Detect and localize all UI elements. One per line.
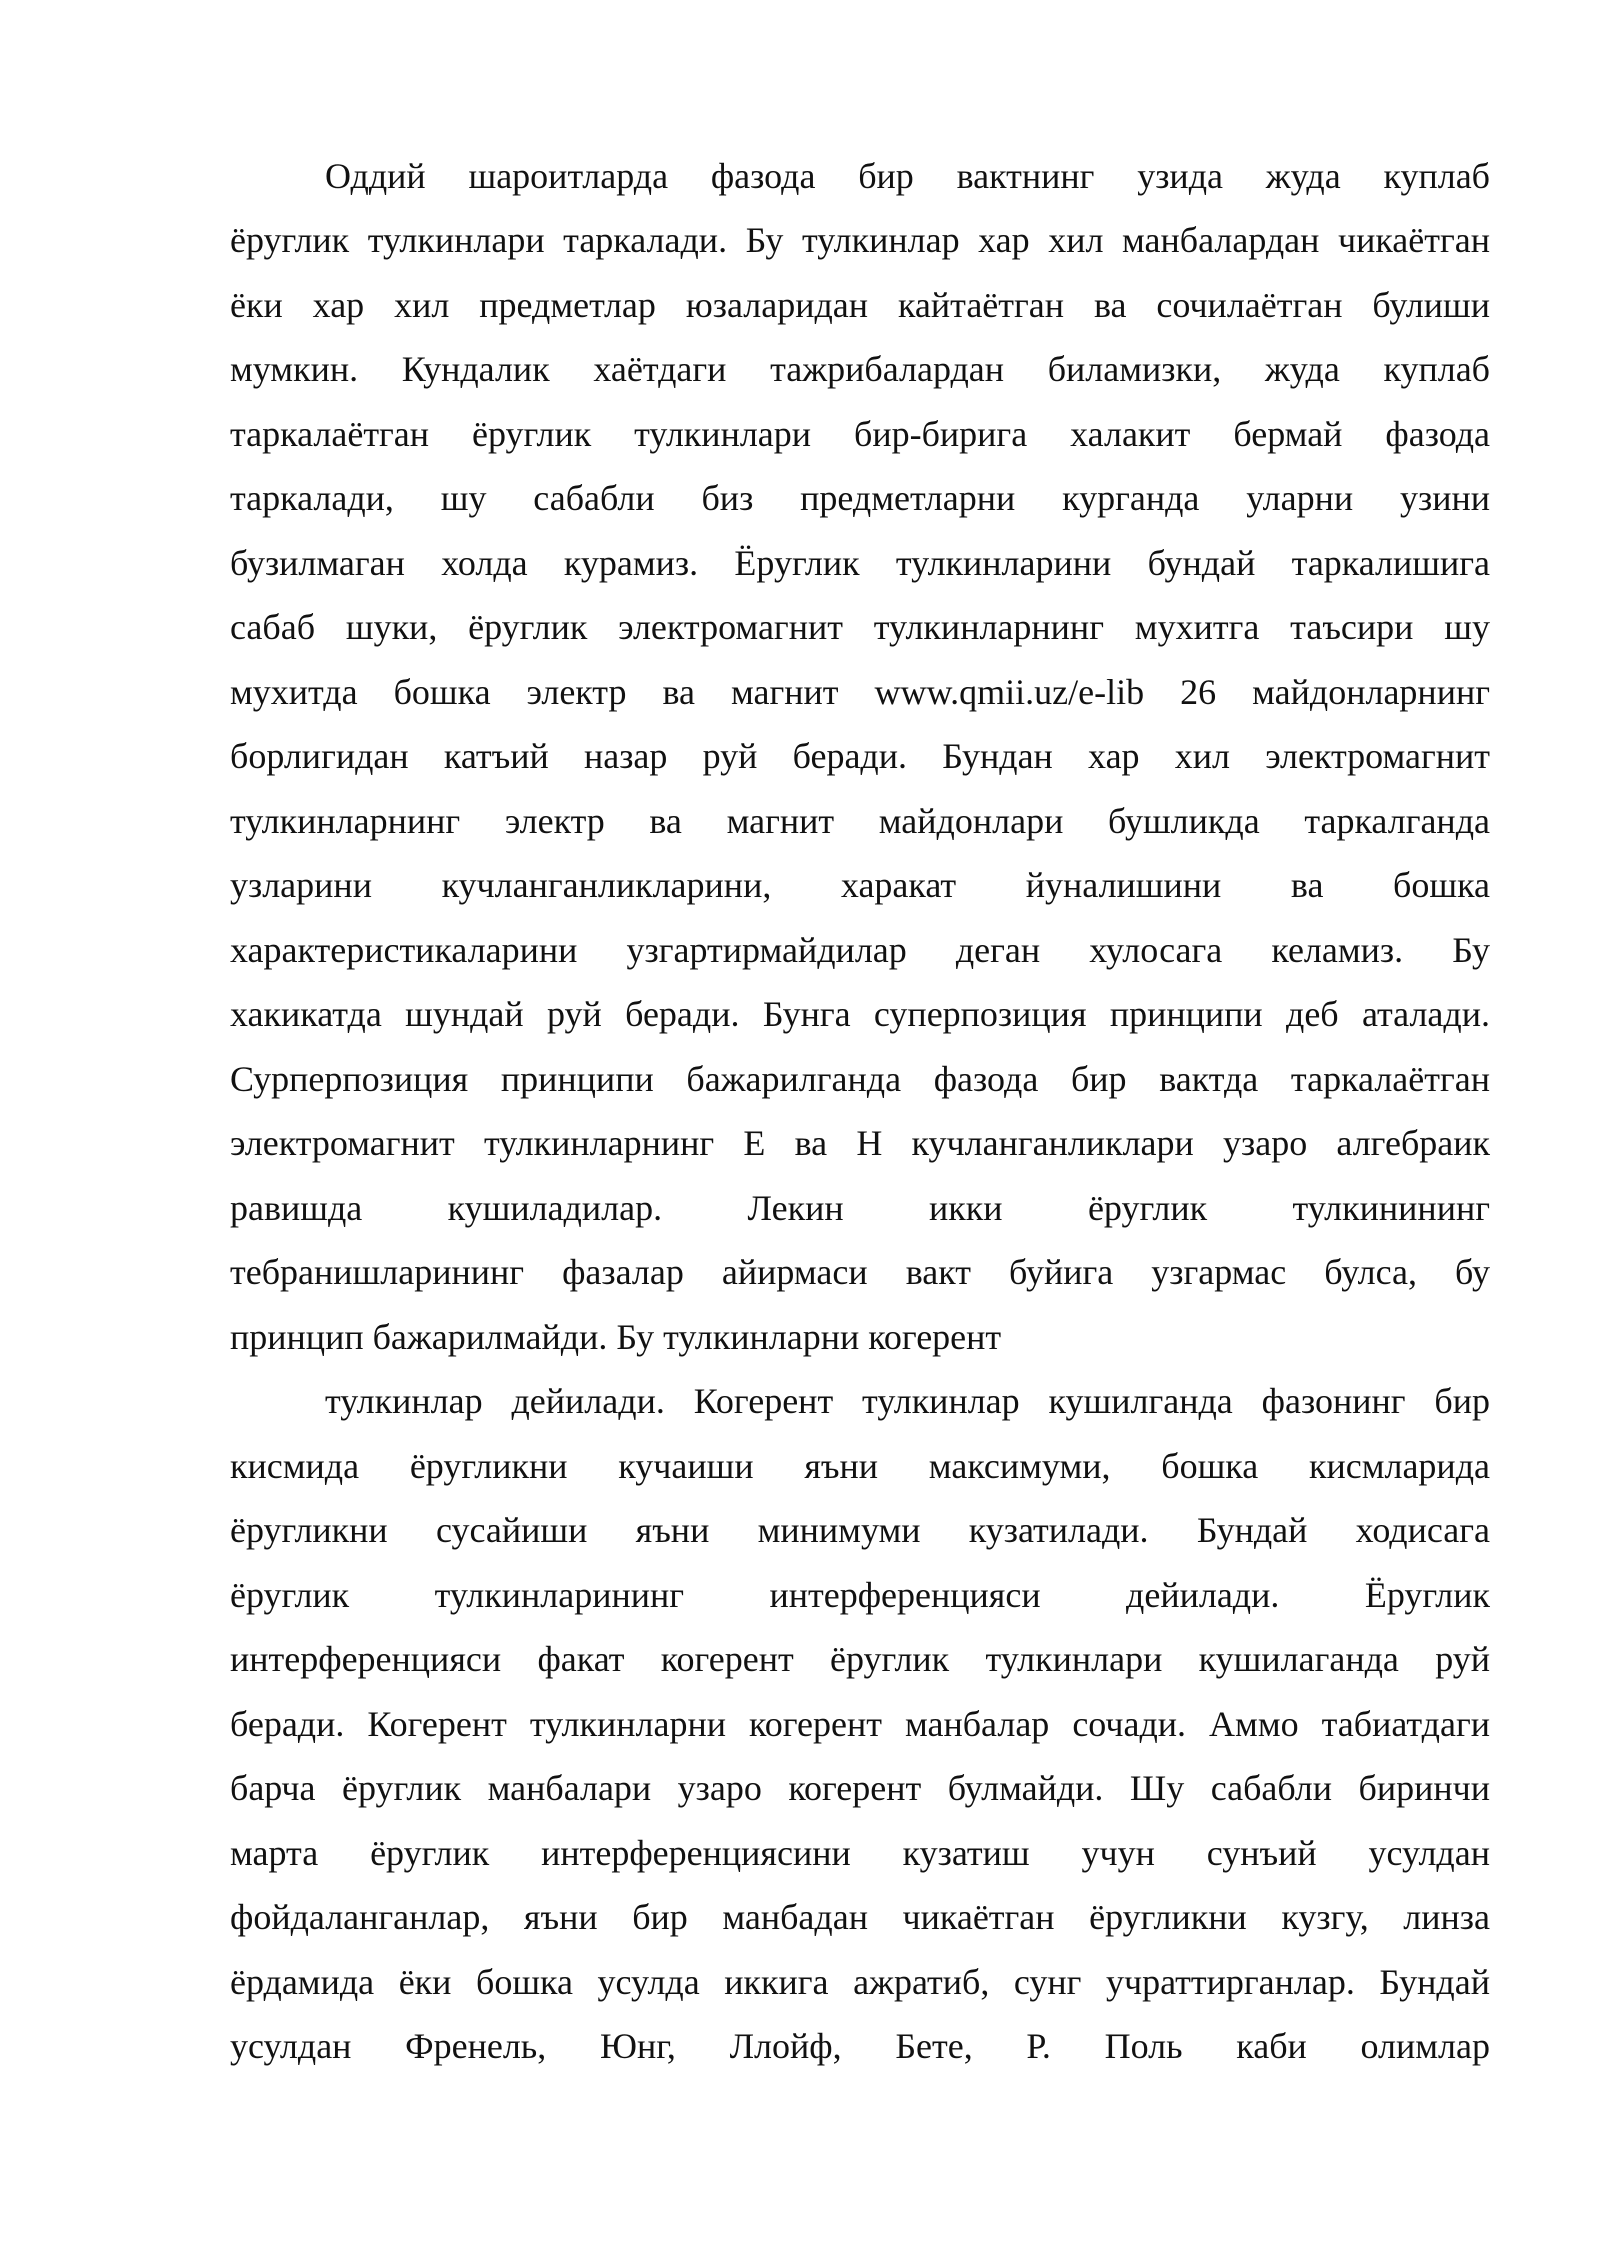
text-line: интерференцияси факат когерент ёруглик тулкинлари кушилаганда руй: [230, 1639, 1490, 1679]
text-line: тулкинларнинг электр ва магнит майдонлари бушликда таркалганда: [230, 801, 1490, 841]
text-line: сабаб шуки, ёруглик электромагнит тулкинларнинг мухитга таъсири шу: [230, 607, 1490, 647]
text-line: усулдан Френель, Юнг, Ллойф, Бете, Р. Поль каби олимлар: [230, 2026, 1490, 2066]
text-line: характеристикаларини узгартирмайдилар деган хулосага келамиз. Бу: [230, 930, 1490, 970]
text-line: электромагнит тулкинларнинг Е ва Н кучланганликлари узаро алгебраик: [230, 1123, 1490, 1163]
text-line: кисмида ёругликни кучаиши яъни максимуми, бошка кисмларида: [230, 1446, 1490, 1486]
text-line: ёруглик тулкинлари таркалади. Бу тулкинлар хар хил манбалардан чикаётган: [230, 220, 1490, 260]
text-line: марта ёруглик интерференциясини кузатиш учун сунъий усулдан: [230, 1833, 1490, 1873]
text-line: таркалаётган ёруглик тулкинлари бир-бирига халакит бермай фазода: [230, 414, 1490, 454]
text-line: узларини кучланганликларини, харакат йуналишини ва бошка: [230, 865, 1490, 905]
text-line: хакикатда шундай руй беради. Бунга суперпозиция принципи деб аталади.: [230, 994, 1490, 1034]
text-line: мумкин. Кундалик хаётдаги тажрибалардан биламизки, жуда куплаб: [230, 349, 1490, 389]
text-line: бузилмаган холда курамиз. Ёруглик тулкинларини бундай таркалишига: [230, 543, 1490, 583]
text-line: барча ёруглик манбалари узаро когерент булмайди. Шу сабабли биринчи: [230, 1768, 1490, 1808]
text-line: тебранишларининг фазалар айирмаси вакт буйига узгармас булса, бу: [230, 1252, 1490, 1292]
text-line: беради. Когерент тулкинларни когерент манбалар сочади. Аммо табиатдаги: [230, 1704, 1490, 1744]
text-line: фойдаланганлар, яъни бир манбадан чикаётган ёругликни кузгу, линза: [230, 1897, 1490, 1937]
text-line: ёрдамида ёки бошка усулда иккига ажратиб, сунг учраттирганлар. Бундай: [230, 1962, 1490, 2002]
text-line: ёки хар хил предметлар юзаларидан кайтаётган ва сочилаётган булиши: [230, 285, 1490, 325]
text-line: ёругликни сусайиши яъни минимуми кузатилади. Бундай ходисага: [230, 1510, 1490, 1550]
text-line: равишда кушиладилар. Лекин икки ёруглик тулкинининг: [230, 1188, 1490, 1228]
text-line: ёруглик тулкинларининг интерференцияси дейилади. Ёруглик: [230, 1575, 1490, 1615]
text-line: принцип бажарилмайди. Бу тулкинларни когерент: [230, 1317, 1002, 1357]
text-line: таркалади, шу сабабли биз предметларни курганда уларни узини: [230, 478, 1490, 518]
text-line: тулкинлар дейилади. Когерент тулкинлар кушилганда фазонинг бир: [325, 1381, 1490, 1421]
text-line: борлигидан катъий назар руй беради. Бундан хар хил электромагнит: [230, 736, 1490, 776]
text-line: Сурперпозиция принципи бажарилганда фазода бир вактда таркалаётган: [230, 1059, 1490, 1099]
text-line: Оддий шароитларда фазода бир вактнинг узида жуда куплаб: [325, 156, 1490, 196]
text-line: мухитда бошка электр ва магнит www.qmii.uz/e-lib 26 майдонларнинг: [230, 672, 1490, 712]
